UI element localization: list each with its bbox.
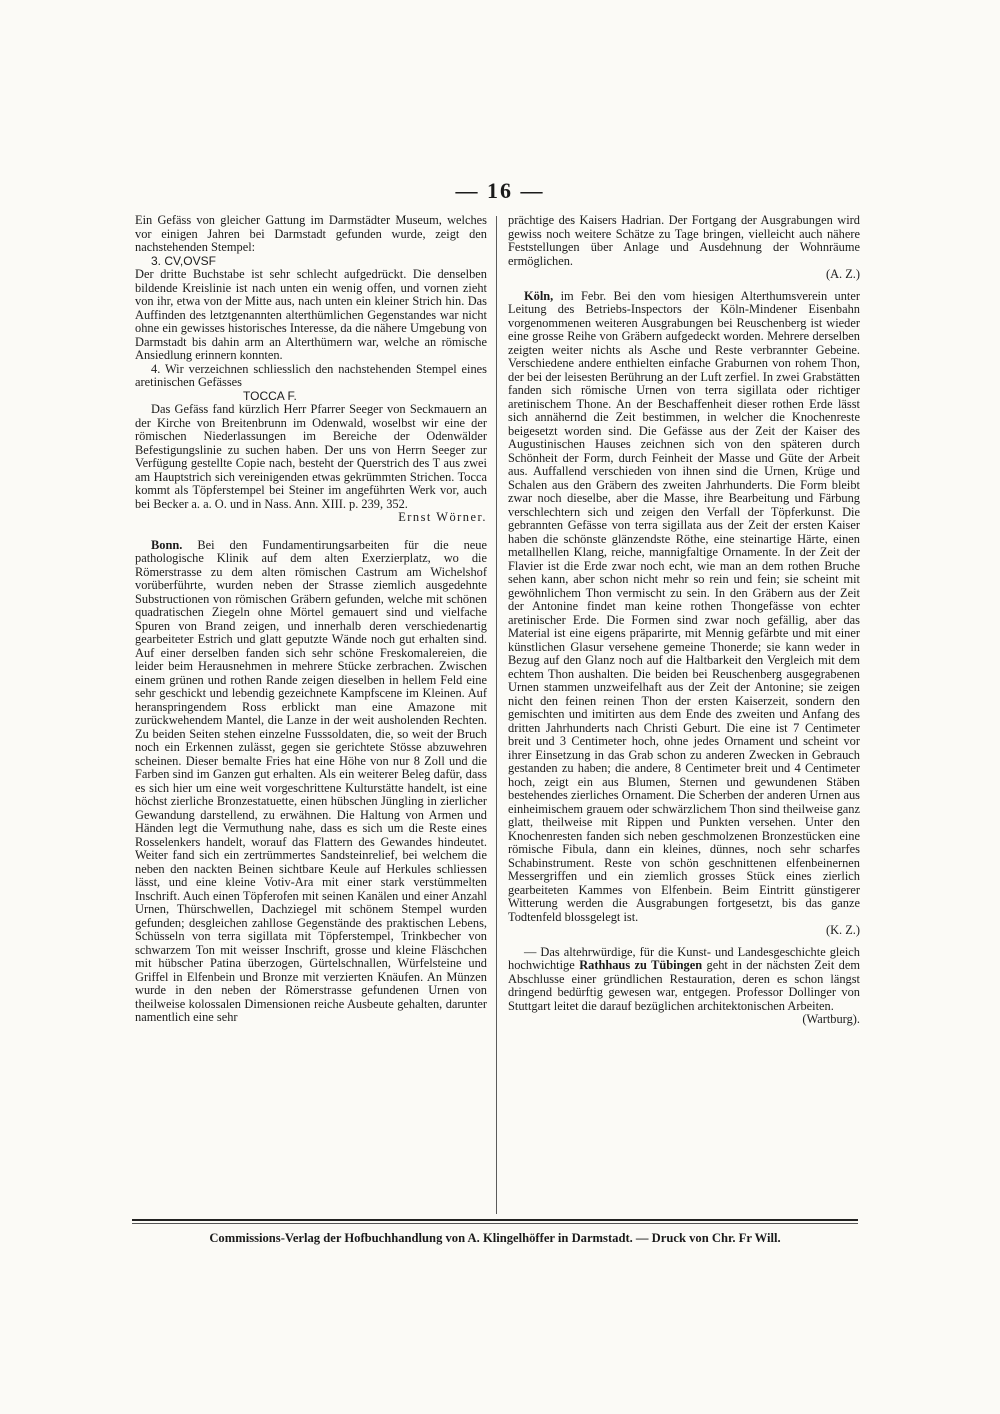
column-divider xyxy=(496,216,497,1214)
paragraph: Ein Gefäss von gleicher Gattung im Darmstädter Museum, welches vor einigen Jahren bei Darmstadt gefunden wurde, zeigt den nachstehenden Stempel: xyxy=(135,213,487,254)
stamp-inscription: TOCCA F. xyxy=(243,388,297,403)
report-text: Bei den Fundamentirungsarbeiten für die neue pathologische Klinik auf dem alten Exerzierplatz, wo die Römerstrasse zu dem alten römischen Castrum am Wichelshof vorüberführte, wurden neben der Strasse ziemlich ausgedehnte Substructionen von römischen Gräbern gefunden, welche mit schönen quadratischen Ziegeln ohne Mörtel gemauert sind und vielfache Spuren von Brand zeigen, und innerhalb deren verschiedenartig gearbeiteter Estrich und glatt geputzte Wände noch gut erhalten sind. Auf einer derselben fanden sich sehr schöne Freskomalereien, die leider beim Herausnehmen in mehrere Stücke zerbrachen. Zwischen einem grünen und rothen Rande zeigen dieselben in hellem Feld eine sehr geschickt und lebendig gezeichnete Kampfscene im Kleinen. Auf heranspringendem Ross erblickt man eine Amazone mit zurückwehendem Mantel, die Lanze in der weit ausholenden Rechten. Zu beiden Seiten stehen einzelne Fusssoldaten, die, so weit der Bruch noch ein Erkennen zulässt, gegen sie gerichtete Stösse abzuwehren scheinen. Dieser bemalte Fries hat eine Höhe von nur 8 Zoll und die Farben sind im Ganzen gut erhalten. Als ein weiterer Beleg dafür, dass es sich hier um eine weit vorgeschrittene Kulturstätte handelt, ist eine höchst zierliche Bronzestatuette, einen hübschen Jüngling in zierlicher Gewandung darstellend, zu erwähnen. Die Haltung von Armen und Händen legt die Vermuthung nahe, dass es sich um die Reste eines Rosselenkers handelt, worauf das Flattern des Gewandes hindeutet. Weiter fand sich ein zertrümmertes Sandsteinrelief, bei welchem die neben den nackten Beinen sichtbare Keule auf Herkules schliessen lässt, und eine kleine Votiv-Ara mit einer stark verstümmelten Inschrift. Auch einen Töpferofen mit seinen Kanälen und einer Anzahl Urnen, Thürschwellen, Dachziegel mit schönem Stempel wurden gefunden; desgleichen zahllose Gegenstände des praktischen Lebens, Schüsseln von terra sigillata mit Töpferstempel, Trinkbecher von schwarzem Ton mit weisser Inschrift, grosse und kleine Fläschchen mit hübscher Patina überzogen, Gürtelschnallen, Würfelsteine und Griffel in Elfenbein und Bronze mit verzierten Knäufen. An Münzen wurde in den neben der Römerstrasse gefundenen Urnen von theilweise kolossalen Dimensionen reiche Ausbeute gehalten, darunter namentlich eine sehr xyxy=(135,537,487,1024)
report-text: geht in der nächsten Zeit dem Abschlusse einer gründlichen Restauration, deren es schon längst dringend bedürftig gewesen war, entgegen. Professor Dollinger von Stuttgart leitet die darauf bezüglichen architektonischen Arbeiten. xyxy=(508,958,861,1013)
footer-rule-thin xyxy=(132,1223,858,1224)
author-signature: Ernst Wörner. xyxy=(398,510,487,524)
page-number: — 16 — xyxy=(455,178,545,203)
stamp-inscription: 3. CV,OVSF xyxy=(151,253,216,268)
paragraph: Das Gefäss fand kürzlich Herr Pfarrer Seeger von Seckmauern an der Kirche von Breitenbrunn im Odenwald, woselbst wir eine der römischen Niederlassungen im Bereiche der Odenwälder Befestigungslinie zu suchen haben. Der uns von Herrn Seeger zur Verfügung gestellte Copie nach, besteht der Querstrich des T aus zwei am Hauptstrich sich vereinigenden etwas gekrümmten Strichen. Tocca kommt als Töpferstempel bei Steiner im angeführten Werk vor, auch bei Becker a. a. O. und in Nass. Ann. XIII. p. 239, 352. xyxy=(135,402,487,511)
paragraph: prächtige des Kaisers Hadrian. Der Fortgang der Ausgrabungen wird gewiss noch weitere Schätze zu Tage bringen, vielleicht auch nähere Feststellungen über Anlage und Ausdehnung der Wohnräume ermöglichen. xyxy=(508,213,860,268)
left-column xyxy=(135,214,487,1025)
place-name: Köln, xyxy=(524,288,554,303)
paragraph: 4. Wir verzeichnen schliesslich den nachstehenden Stempel eines aretinischen Gefässes xyxy=(135,361,487,389)
koeln-report xyxy=(508,290,860,925)
publisher-imprint: Commissions-Verlag der Hofbuchhandlung von A. Klingelhöffer in Darmstadt. — Druck von Chr. Fr Will. xyxy=(209,1231,781,1245)
source-attribution: (Wartburg). xyxy=(802,1012,860,1026)
tuebingen-report xyxy=(508,946,860,1014)
report-text: — Das altehrwürdige, für die Kunst- und Landesgeschichte gleich hochwichtige xyxy=(508,944,860,972)
paragraph: Der dritte Buchstabe ist sehr schlecht aufgedrückt. Die denselben bildende Kreislinie ist nach unten ein wenig offen, und vornen zieht von ihr, etwa von der Mitte aus, nach unten ein kleiner Strich hin. Das Auffinden des letztgenannten alterthümlichen Gegenstandes war nicht ohne ein gewisses historisches Interesse, da die nähere Umgebung von Darmstadt bis dahin arm an Alterthümern war, welche an römische Ansiedlung erinnern konnten. xyxy=(135,267,487,362)
place-name: Bonn. xyxy=(151,537,183,552)
report-text: im Febr. Bei den vom hiesigen Alterthumsverein unter Leitung des Betriebs-Inspectors der Köln-Mindener Eisenbahn vorgenommenen weiteren Ausgrabungen bei Reuschenberg ist wieder eine grosse Reihe von Gräbern aufgedeckt worden. Mehrere derselben zeigten weiter nichts als Asche und Reste verbrannter Gebeine. Verschiedene andere enthielten einfache Graburnen von rohem Thon, der bei der leisesten Berührung an der Luft zerfiel. In zwei Grabstätten fanden sich römische Urnen von terra sigillata oder richtiger aretinischem Thone. An der Beschaffenheit dieser rothen Erde lässt sich annähernd die Zeit bestimmen, in welcher die Knochenreste beigesetzt worden sind. Die Gefässe aus der Zeit der Kaiser des Augustinischen Hauses zeichnen sich von den späteren durch Schönheit der Form, durch Feinheit der Masse und Güte der Arbeit aus. Auffallend verschieden von ihnen sind die Urnen, Krüge und Schalen aus den Gräbern des zweiten Jahrhunderts. Die Form bleibt zwar noch dieselbe, aber die Masse, ihre Bearbeitung und Färbung verschlechtern sich und zeigen den Verfall der Töpferkunst. Die gebrannten Gefässe von terra sigillata aus der Zeit der ersten Kaiser haben die schönste glänzendste Röthe, eine steinartige Härte, einen metallhellen Klang, reiche, mannigfaltige Ornamente. In der Zeit der Flavier ist die Erde zwar noch echt, wie man an dem rothen Bruche sehen kann, aber schon nicht mehr so rein und fein; sie scheint mit gewöhnlichem Thon vermischt zu sein. In den Gräbern aus der Zeit der Antonine findet man keine rothen Thongefässe von echter aretinischer Erde. Die Formen sind zwar noch gefällig, aber das Material ist eine eigens präparirte, mit Mennig gefärbte und mit einer künstlichen Glasur versehene gemeine Thonerde; sie kann weder in Bezug auf den Glanz noch auf die Haltbarkeit den Vergleich mit dem echtem Thon aushalten. Die beiden bei Reuschenberg ausgegrabenen Urnen stammen unzweifelhaft aus der Zeit der Antonine; sie zeigen nicht den feinen reinen Thon der ersten Kaiserzeit, sondern den gemischten und imitirten aus dem Ende des zweiten und Anfang des dritten Jahrhunderts nach Christi Geburt. Die eine ist 7 Centimeter breit und 3 Centimeter hoch, ohne jedes Ornament und scheint vor ihrer Einsetzung in das Grab schon zu anderen Zwecken in Gebrauch gestanden zu haben; die andere, 8 Centimeter breit und 4 Centimeter hoch, zeigt ein aus Blumen, Sternen und gewundenen Stäben bestehendes zierliches Ornament. Die Scherben der anderen Urnen aus einheimischem grauem oder schwärzlichem Thon sind theilweise ganz glatt, theilweise mit Rippen und Punkten versehen. Unter den Knochenresten fanden sich neben geschmolzenen Bronzestücken eine römische Fibula, dann ein kleines, dünnes, noch sehr scharfes Schabinstrument. Reste von schön geschnittenen elfenbeinernen Messergriffen und ein ziemlich grosses Stück eines zierlich gearbeiteten Kammes von Elfenbein. Beim Eintritt günstigerer Witterung werden die Ausgrabungen fortgesetzt, bis das ganze Todtenfeld blossgelegt ist. xyxy=(508,288,860,924)
source-attribution: (K. Z.) xyxy=(825,923,860,937)
highlighted-term: Rathhaus zu Tübingen xyxy=(579,958,703,972)
footer-rule xyxy=(132,1219,858,1221)
right-column xyxy=(508,214,860,1027)
source-attribution: (A. Z.) xyxy=(825,267,860,281)
bonn-report xyxy=(135,539,487,1025)
